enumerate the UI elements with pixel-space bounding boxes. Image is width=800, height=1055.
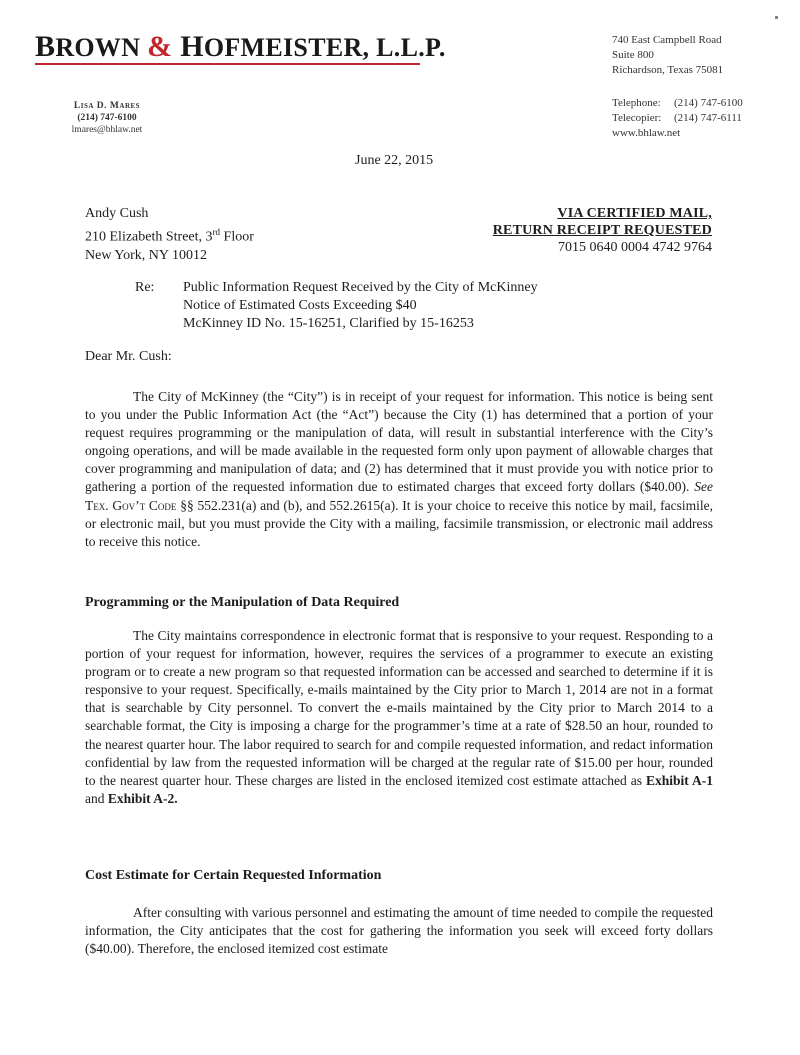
telecopier-line: Telecopier: (214) 747-6111: [612, 112, 742, 124]
exhibit-a2: Exhibit A-2.: [107, 790, 178, 806]
re-line: Notice of Estimated Costs Exceeding $40: [183, 298, 417, 313]
firm-name: BROWN & HOFMEISTER, L.L.P.: [35, 30, 446, 63]
re-line: McKinney ID No. 15-16251, Clarified by 15-16253: [183, 316, 474, 331]
letter-date: June 22, 2015: [355, 153, 434, 168]
address-line: 740 East Campbell Road: [612, 34, 722, 46]
attorney-phone: (214) 747-6100: [77, 113, 137, 123]
return-receipt: RETURN RECEIPT REQUESTED: [492, 223, 712, 238]
website-link: www.bhlaw.net: [612, 127, 681, 139]
delivery-method: [493, 205, 712, 256]
telephone-line: Telephone: (214) 747-6100: [612, 97, 743, 109]
re-line: Public Information Request Received by the City of McKinney: [183, 280, 538, 295]
recipient-address: [85, 205, 254, 265]
firm-contact: [612, 96, 743, 141]
section-heading-cost-estimate: Cost Estimate for Certain Requested Information: [85, 868, 382, 883]
firm-ampersand: &: [147, 30, 173, 63]
exhibit-a1: Exhibit A-1: [645, 772, 713, 788]
body-paragraph-3: After consulting with various personnel and estimating the amount of time needed to compile the requested information, the City anticipates that the cost for gathering the information you seek will exceed forty dollars ($40.00). Therefore, the enclosed itemized cost estimate: [85, 905, 713, 957]
re-subject: [183, 279, 538, 333]
attorney-email: lmares@bhlaw.net: [71, 125, 143, 135]
address-line: Suite 800: [612, 49, 654, 61]
salutation: Dear Mr. Cush:: [85, 349, 172, 364]
recipient-city: New York, NY 10012: [85, 247, 207, 263]
tracking-number: 7015 0640 0004 4742 9764: [558, 240, 712, 255]
scan-speck: [775, 16, 778, 19]
address-line: Richardson, Texas 75081: [612, 64, 724, 76]
re-label: Re:: [135, 280, 155, 295]
recipient-street: 210 Elizabeth Street, 3rd Floor: [85, 227, 254, 245]
attorney-block: [62, 100, 152, 136]
section-heading-programming: Programming or the Manipulation of Data Required: [85, 595, 400, 610]
via-certified-mail: VIA CERTIFIED MAIL,: [557, 206, 712, 221]
firm-address: [612, 33, 723, 78]
recipient-name: Andy Cush: [85, 206, 149, 221]
attorney-name: Lisa D. Mares: [73, 101, 141, 111]
body-paragraph-1: The City of McKinney (the “City”) is in receipt of your request for information. This notice is being sent to you under the Public Information Act (the “Act”) because the City (1) has determined that a portion of your request requires programming or the manipulation of data, will result in substantial interference with the City’s ongoing operations, and will be made available in the requested form only upon payment of allowable charges that cover programming and manipulation of data; and (2) has determined that it must provide you with notice prior to gathering a portion of the requested information due to estimated charges that exceed forty dollars ($40.00). See Tex. Gov’t Code §§ 552.231(a) and (b), and 552.2615(a). It is your choice to receive this notice by mail, facsimile, or electronic mail, but you must provide the City with a mailing, facsimile transmission, or electronic mail address to receive this notice.: [85, 389, 713, 549]
firm-underline: [35, 63, 420, 65]
body-paragraph-2: The City maintains correspondence in electronic format that is responsive to your request. Responding to a portion of your request for information, however, requires the services of a programmer to execute an existing program or to create a new program so that requested information can be accessed and searched to determine if it is responsive to your request. Specifically, e-mails maintained by the City prior to March 1, 2014 are not in a format that is searchable by City personnel. To convert the e-mails maintained by the City prior to March 2014 to a searchable format, the City is imposing a charge for the programmer’s time at a rate of $28.50 an hour, rounded to the nearest quarter hour. The labor required to search for and compile requested information, and redact information confidential by law from the requested information will be charged at the regular rate of $15.00 per hour, rounded to the nearest quarter hour. These charges are listed in the enclosed itemized cost estimate attached as Exhibit A-1 and Exhibit A-2.: [85, 628, 713, 806]
